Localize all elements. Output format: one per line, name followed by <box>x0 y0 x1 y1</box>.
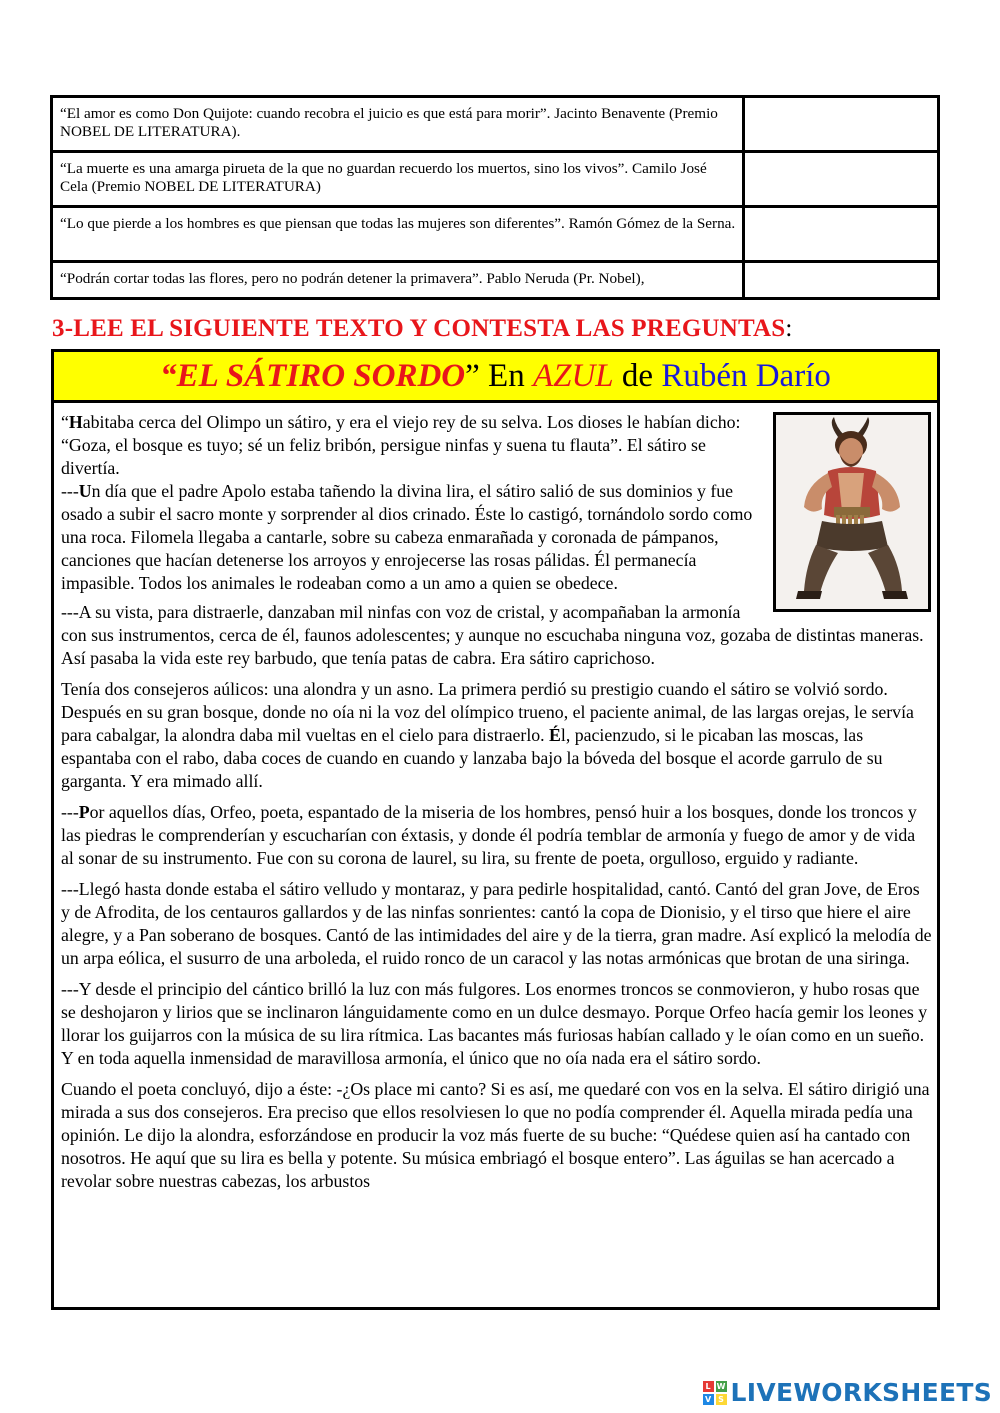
story-de: de <box>613 358 662 394</box>
story-paragraph: ---Y desde el principio del cántico brilló la luz con más fulgores. Los enormes troncos se conmovieron, y hubo rosas que se deshojaron y lirios que se inclinaron lánguidamente como en un dulce desmayo. Porque Orfeo hacía gemir los leones y llorar los guijarros con la música de su lira rítmica. Las bacantes más furiosas habían callado y le oían como en un sueño. Y en toda aquella inmensidad de maravillosa armonía, el único que no oía nada era el sátiro sordo. <box>61 979 928 1068</box>
story-paragraph: ---Llegó hasta donde estaba el sátiro velludo y montaraz, y para pedirle hospitalidad, cantó. Cantó del gran Jove, de Eros y de Afrodita, de los centauros gallardos y de las ninfas sonrientes: cantó la copa de Dionisio, y el tirso que hiere el aire alegre, y a Pan soberano de bosques. Cantó de las intimidades del aire y de la tierra, gran madre. Así explicó la melodía de un arpa eólica, el susurro de una arboleda, el ruido ronco de un caracol y las notas armónicas que brotan de una siringa. <box>61 879 932 968</box>
answer-box[interactable] <box>745 208 937 260</box>
p1-text: abitaba cerca del Olimpo un sátiro, y era el viejo rey de su selva. Los dioses le habían dicho: “Goza, el bosque es tuyo; sé un feliz bribón, persigue ninfas y suena tu flauta”. El sátiro se divertía. <box>61 412 741 478</box>
quote-text: “El amor es como Don Quijote: cuando recobra el juicio es que está para morir”. Jacinto Benavente (Premio NOBEL DE LITERATURA). <box>53 98 745 150</box>
answer-box[interactable] <box>745 98 937 150</box>
story-body <box>54 403 937 1193</box>
quote-row <box>53 98 937 153</box>
logo-text: LIVEWORKSHEETS <box>730 1378 992 1407</box>
story-paragraph <box>61 678 932 793</box>
quote-row <box>53 208 937 263</box>
story-header <box>54 352 937 403</box>
quotes-table <box>50 95 940 300</box>
story-paragraph <box>61 801 932 870</box>
story-title-close-quote: ” En <box>465 358 533 394</box>
p3-text-a: Tenía dos consejeros aúlicos: una alondra y un asno. La primera perdió su prestigio cuando el sátiro se volvió sordo. Después en su gran bosque, donde no oía ni la voz del olímpico trueno, el paciente animal, de las largas orejas, le servía para cabalgar, la alondra daba mil vueltas en el cielo para distraerlo. <box>61 679 914 745</box>
p1b-dash: --- <box>61 481 79 501</box>
satyr-illustration <box>776 415 928 609</box>
logo-letter: V <box>703 1394 714 1405</box>
p3-text-b: l, pacienzudo, si le picaban las moscas, las espantaba con el rabo, daba coces de cuando en cuando y lanzaba bajo la bóveda del bosque el acorde garrulo de su garganta. Y era mimado allí. <box>61 725 883 791</box>
story-author: Rubén Darío <box>661 358 831 394</box>
quote-text: “Lo que pierde a los hombres es que piensan que todas las mujeres son diferentes”. Ramón Gómez de la Serna. <box>53 208 745 260</box>
section-title-text: 3-LEE EL SIGUIENTE TEXTO Y CONTESTA LAS PREGUNTAS <box>52 315 786 342</box>
answer-box[interactable] <box>745 263 937 297</box>
section-title <box>52 315 793 343</box>
p1b-initial: U <box>78 481 92 501</box>
quote-text: “La muerte es una amarga pirueta de la que no guardan recuerdo los muertos, sino los vivos”. Camilo José Cela (Premio NOBEL DE LITERATURA) <box>53 153 745 205</box>
logo-letter: L <box>703 1381 714 1392</box>
quote-row <box>53 263 937 297</box>
logo-letter: S <box>716 1394 727 1405</box>
logo-letter: W <box>716 1381 726 1391</box>
story-box <box>51 349 940 1310</box>
story-book: AZUL <box>532 358 614 394</box>
p1-open: “ <box>61 412 69 432</box>
p4-dash: --- <box>61 802 79 822</box>
p1-initial: H <box>68 412 83 432</box>
p4-text: or aquellos días, Orfeo, poeta, espantado de la miseria de los hombres, pensó huir a los bosques, donde los troncos y las piedras le comprenderían y escucharían con éxtasis, y donde él podría temblar de armonía y fuego de amor y de vida al sonar de su instrumento. Fue con su corona de laurel, su lira, su frente de poeta, orgulloso, erguido y radiante. <box>61 802 917 868</box>
liveworksheets-logo[interactable] <box>703 1378 992 1407</box>
quote-row <box>53 153 937 208</box>
logo-mark-icon <box>703 1381 727 1405</box>
story-paragraph: Cuando el poeta concluyó, dijo a éste: -¿Os place mi canto? Si es así, me quedaré con vos en la selva. El sátiro dirigió una mirada a sus dos consejeros. Era preciso que ellos resolviesen lo que no podía comprender él. Aquella mirada pedía una opinión. Le dijo la alondra, esforzándose en producir la voz más fuerte de su buche: “Quédese quien así ha cantado con nosotros. He aquí que su lira es bella y potente. Su música embriagó el bosque entero”. Las águilas se han acercado a revolar sobre nuestras cabezas, los arbustos <box>61 1079 930 1191</box>
story-title: “EL SÁTIRO SORDO <box>160 358 466 394</box>
p4-initial: P <box>78 802 90 822</box>
story-paragraph: ---A su vista, para distraerle, danzaban mil ninfas con voz de cristal, y acompañaban la armonía con sus instrumentos, cerca de él, faunos adolescentes; y aunque no escuchaba ninguna voz, gozaba de distintas maneras. Así pasaba la vida este rey barbudo, que tenía patas de cabra. Era sátiro caprichoso. <box>61 602 924 668</box>
p1b-text: n día que el padre Apolo estaba tañendo la divina lira, el sátiro salió de sus dominios y fue osado a subir el sacro monte y sorprender al dios crinado. Éste lo castigó, tornándolo sordo como una roca. Filomela llegaba a cantarle, sobre su cabeza enmarañada y coronada de pámpanos, canciones que hacían detenerse los arroyos y enrojecerse las rosas pálidas. Él permanecía impasible. Todos los animales le rodeaban como a un amo a quien se obedece. <box>61 481 753 593</box>
section-title-colon: : <box>785 315 793 342</box>
answer-box[interactable] <box>745 153 937 205</box>
p3-initial: É <box>549 725 561 745</box>
satyr-image <box>773 412 931 612</box>
quote-text: “Podrán cortar todas las flores, pero no podrán detener la primavera”. Pablo Neruda (Pr. Nobel), <box>53 263 745 297</box>
